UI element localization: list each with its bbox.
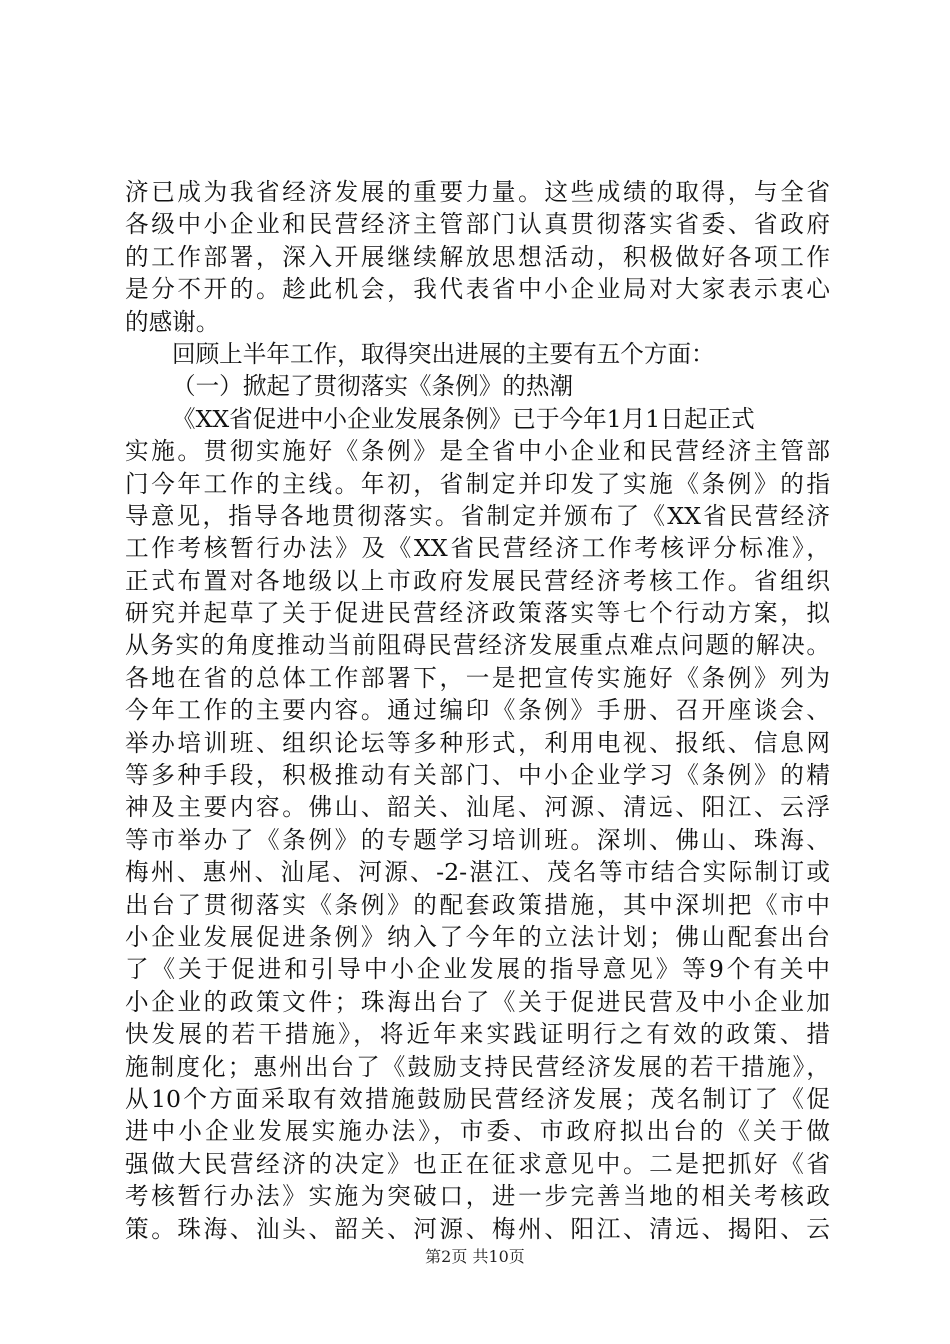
text-line: 工作考核暂行办法》及《XX省民营经济工作考核评分标准》， [125,534,830,563]
text-line: 正式布置对各地级以上市政府发展民营经济考核工作。省组织 [125,566,830,595]
text-line: 快发展的若干措施》，将近年来实践证明行之有效的政策、措 [125,1020,830,1049]
text-line: 进中小企业发展实施办法》，市委、市政府拟出台的《关于做 [125,1117,830,1146]
text-line: （一）掀起了贯彻落实《条例》的热潮 [172,372,574,401]
text-line: 等市举办了《条例》的专题学习培训班。深圳、佛山、珠海、 [125,825,830,854]
text-line: 考核暂行办法》实施为突破口，进一步完善当地的相关考核政 [125,1182,830,1211]
text-line: 神及主要内容。佛山、韶关、汕尾、河源、清远、阳江、云浮 [125,793,830,822]
text-line: 小企业的政策文件；珠海出台了《关于促进民营及中小企业加 [125,987,830,1016]
text-line: 举办培训班、组织论坛等多种形式，利用电视、报纸、信息网 [125,728,830,757]
text-line: 小企业发展促进条例》纳入了今年的立法计划；佛山配套出台 [125,922,830,951]
text-line: 策。珠海、汕头、韶关、河源、梅州、阳江、清远、揭阳、云 [125,1214,830,1243]
text-line: 等多种手段，积极推动有关部门、中小企业学习《条例》的精 [125,761,830,790]
text-line: 梅州、惠州、汕尾、河源、-2-湛江、茂名等市结合实际制订或 [125,858,830,887]
text-line: 强做大民营经济的决定》也正在征求意见中。二是把抓好《省 [125,1149,830,1178]
text-line: 今年工作的主要内容。通过编印《条例》手册、召开座谈会、 [125,696,830,725]
text-line: 导意见，指导各地贯彻落实。省制定并颁布了《XX省民营经济 [125,501,830,530]
text-line: 从务实的角度推动当前阻碍民营经济发展重点难点问题的解决。 [125,631,830,660]
text-line: 是分不开的。趁此机会，我代表省中小企业局对大家表示衷心 [125,275,830,304]
text-line: 各级中小企业和民营经济主管部门认真贯彻落实省委、省政府 [125,210,830,239]
text-line: 的工作部署，深入开展继续解放思想活动，积极做好各项工作 [125,242,830,271]
text-line: 回顾上半年工作，取得突出进展的主要有五个方面： [172,339,715,368]
text-line: 从10个方面采取有效措施鼓励民营经济发展；茂名制订了《促 [125,1084,830,1113]
text-line: 出台了贯彻落实《条例》的配套政策措施，其中深圳把《市中 [125,890,830,919]
text-line: 施制度化；惠州出台了《鼓励支持民营经济发展的若干措施》， [125,1052,830,1081]
text-line: 济已成为我省经济发展的重要力量。这些成绩的取得，与全省 [125,178,830,206]
text-line: 《XX省促进中小企业发展条例》已于今年1月1日起正式 [172,404,755,433]
text-line: 各地在省的总体工作部署下，一是把宣传实施好《条例》列为 [125,663,830,692]
text-line: 了《关于促进和引导中小企业发展的指导意见》等9个有关中 [125,955,830,984]
text-line: 研究并起草了关于促进民营经济政策落实等七个行动方案，拟 [125,599,830,628]
text-line: 的感谢。 [125,307,220,336]
body-text [125,176,830,1245]
text-line: 门今年工作的主线。年初，省制定并印发了实施《条例》的指 [125,469,830,498]
text-line: 实施。贯彻实施好《条例》是全省中小企业和民营经济主管部 [125,437,830,466]
page-footer: 第2页 共10页 [425,1247,525,1266]
